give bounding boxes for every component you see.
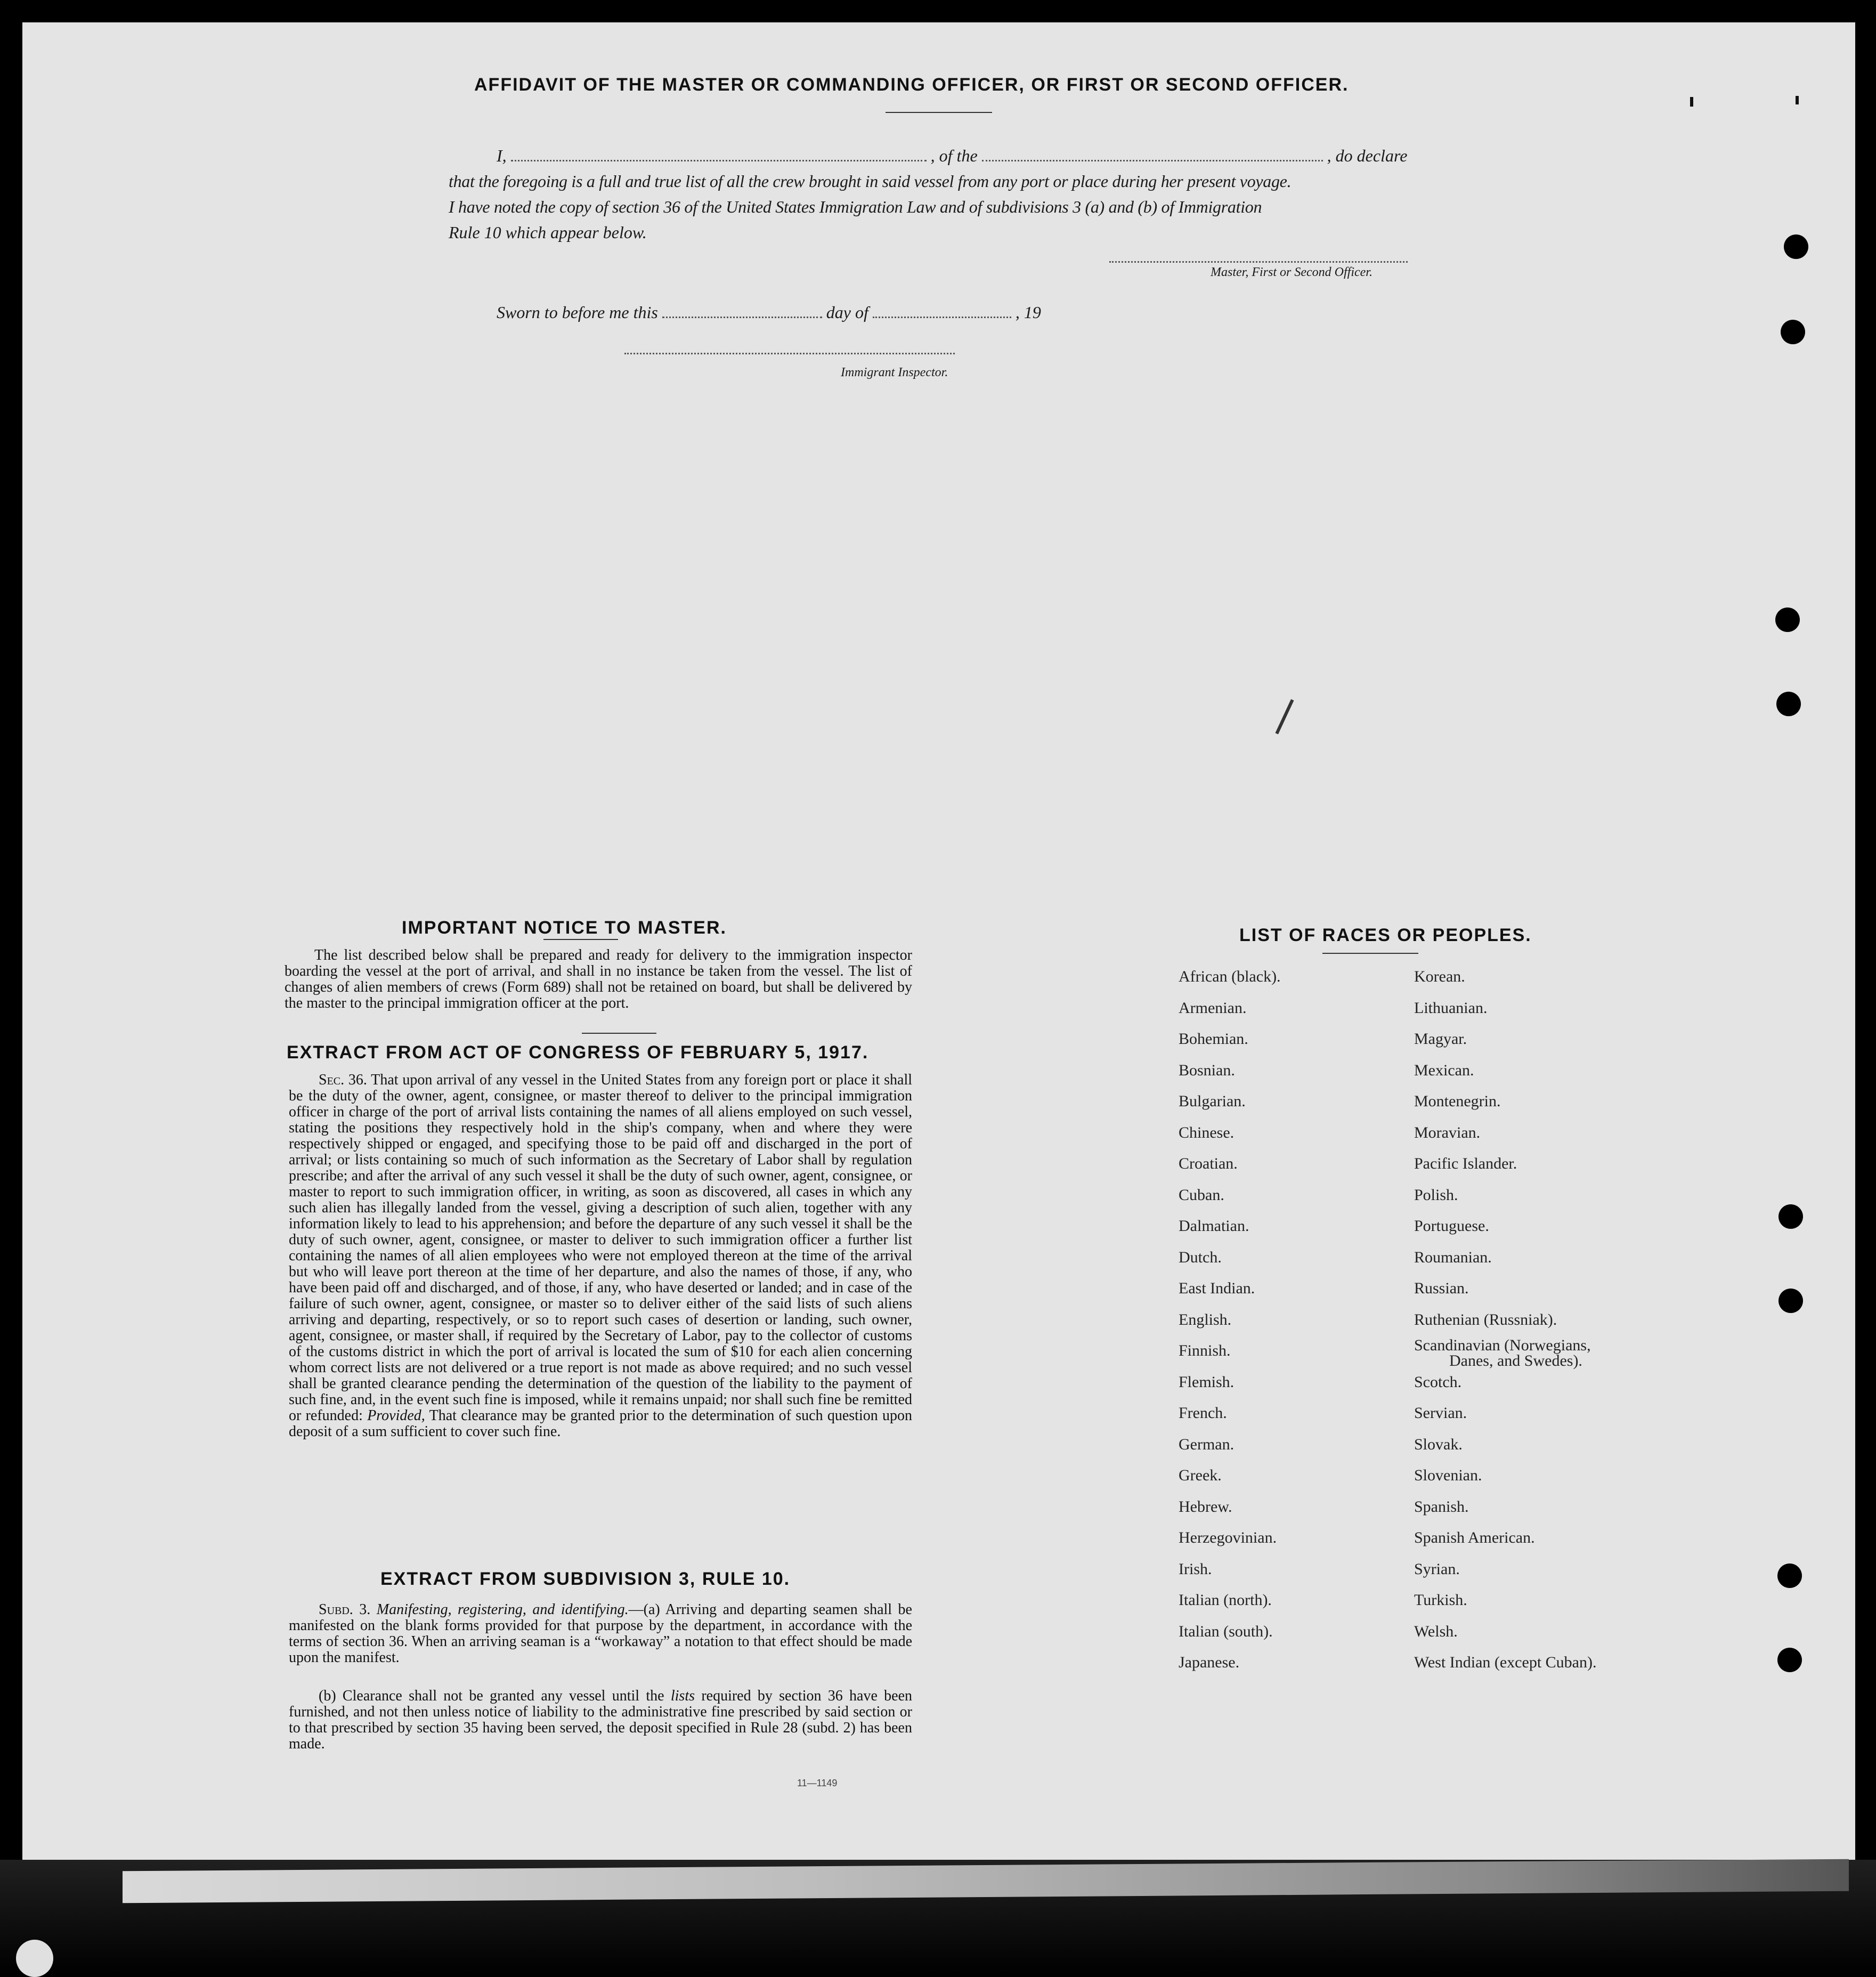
race-item: Roumanian.	[1414, 1248, 1492, 1266]
race-item: Bulgarian.	[1179, 1092, 1246, 1110]
year-text: , 19	[1015, 303, 1041, 322]
signature-caption: Master, First or Second Officer.	[1211, 265, 1373, 279]
race-item: Polish.	[1414, 1186, 1458, 1204]
race-item: Finnish.	[1179, 1342, 1231, 1359]
affidavit-declare: , do declare	[1327, 146, 1408, 165]
act-sec-label: Sec. 36.	[319, 1072, 367, 1088]
rule-subd-label: Subd. 3.	[319, 1601, 371, 1618]
race-item: Dalmatian.	[1179, 1217, 1249, 1235]
rule-subd-heading: Manifesting, registering, and identifying.	[376, 1601, 629, 1618]
race-item: German.	[1179, 1435, 1235, 1453]
races-title: LIST OF RACES OR PEOPLES.	[1239, 925, 1532, 945]
inspector-blank	[624, 353, 955, 354]
race-item: Spanish.	[1414, 1497, 1469, 1516]
race-item: English.	[1179, 1310, 1232, 1328]
day-of-text: day of	[826, 303, 868, 322]
race-item: Lithuanian.	[1414, 999, 1488, 1017]
race-item: Irish.	[1179, 1560, 1212, 1578]
ink-mark	[1275, 699, 1294, 734]
ink-mark	[1796, 96, 1799, 104]
notice-text: The list described below shall be prepared and ready for delivery to the immigration inspector boarding the vessel at the port of arrival, and shall in no instance be taken from the vessel. The list of changes of alien members of crews (Form 689) shall not be retained on board, but shall be delivered by the master to the principal immigration officer at the port.	[285, 947, 912, 1011]
race-item: Chinese.	[1179, 1123, 1235, 1141]
race-item: Syrian.	[1414, 1560, 1460, 1578]
inspector-caption: Immigrant Inspector.	[841, 366, 948, 379]
rule-para-b-start: (b) Clearance shall not be granted any vessel until the	[319, 1688, 664, 1704]
race-item: Herzegovinian.	[1179, 1529, 1277, 1546]
race-item: Greek.	[1179, 1466, 1222, 1484]
ink-mark	[1690, 97, 1693, 107]
rule-para-b-lists: lists	[670, 1688, 695, 1704]
race-item: Turkish.	[1414, 1591, 1467, 1609]
title-underline	[886, 112, 992, 113]
rule-title: EXTRACT FROM SUBDIVISION 3, RULE 10.	[380, 1569, 791, 1589]
punch-hole	[1777, 1563, 1802, 1588]
races-underline	[1322, 953, 1418, 954]
rule-para-b	[289, 1688, 912, 1752]
race-scandinavian-cont: Danes, and Swedes).	[1449, 1352, 1582, 1370]
race-item: Magyar.	[1414, 1030, 1467, 1048]
race-item: Hebrew.	[1179, 1497, 1232, 1516]
notice-rule	[582, 1033, 656, 1034]
act-provided: Provided,	[367, 1407, 425, 1424]
sworn-line	[497, 303, 1041, 322]
day-blank	[662, 317, 822, 318]
punch-hole	[1778, 1289, 1803, 1313]
rule-para-b-end: required by section 36 have been furnished, and not then unless notice of liability to the administrative fine prescribed by said section or to that prescribed by section 35 having been served, the deposit specified in Rule 28 (subd. 2) has been made.	[289, 1688, 913, 1752]
race-item: Flemish.	[1179, 1373, 1235, 1391]
race-item	[1414, 1338, 1596, 1369]
sworn-text: Sworn to before me this	[497, 303, 658, 322]
race-item: West Indian (except Cuban).	[1414, 1654, 1597, 1671]
race-item: Armenian.	[1179, 999, 1247, 1017]
month-blank	[873, 317, 1011, 318]
act-body-end: That clearance may be granted prior to the determination of such question upon deposit of a sum sufficient to cover such fine.	[289, 1407, 913, 1440]
race-scandinavian: Scandinavian (Norwegians,	[1414, 1336, 1591, 1354]
signature-blank	[1109, 261, 1408, 263]
affidavit-title: AFFIDAVIT OF THE MASTER OR COMMANDING OFFICER, OR FIRST OR SECOND OFFICER.	[474, 75, 1349, 95]
punch-hole	[1784, 234, 1808, 259]
punch-hole	[1775, 607, 1800, 632]
affidavit-line2: that the foregoing is a full and true list of all the crew brought in said vessel from any port or place during her present voyage.	[449, 172, 1292, 191]
notice-underline	[543, 939, 618, 940]
race-item: Pacific Islander.	[1414, 1155, 1517, 1172]
act-text	[289, 1072, 912, 1440]
punch-hole	[1781, 320, 1805, 344]
race-item: Croatian.	[1179, 1155, 1238, 1172]
corner-mark	[16, 1940, 53, 1977]
race-item: East Indian.	[1179, 1279, 1255, 1297]
race-item: Cuban.	[1179, 1186, 1224, 1204]
act-body: That upon arrival of any vessel in the United States from any foreign port or place it shall be the duty of the owner, agent, consignee, or master thereof to deliver to the principal immigration officer in charge of the port of arrival lists containing the names of all aliens employed on such vessel, stating the positions they respectively hold in the ship's company, when and where they were respectively shipped or engaged, and specifying those to be paid off and discharged in the port of arrival; or lists containing so much of such information as the Secretary of Labor shall by regulation prescribe; and after the arrival of any such vessel it shall be the duty of such owner, agent, consignee, or master to report to such immigration officer, in writing, as soon as discovered, all cases in which any such alien has illegally landed from the vessel, giving a description of such alien, together with any information likely to lead to his apprehension; and before the departure of any such vessel it shall be the duty of such owner, agent, consignee, or master to deliver to such immigration officer a further list containing the names of all alien employees who were not employed thereon at the time of the arrival but who will leave port thereon at the time of her departure, and also the names of those, if any, who have been paid off and discharged, and of those, if any, who have deserted or landed; and in case of the failure of such owner, agent, consignee, or master so to deliver either of the said lists of such aliens arriving and departing, respectively, or so to report such cases of desertion or landing, such owner, agent, consignee, or master shall, if required by the Secretary of Labor, pay to the collector of customs of the customs district in which the port of arrival is located the sum of $10 for each alien concerning whom correct lists are not delivered or a true report is not made as above required; and no such vessel shall be granted clearance pending the determination of the question of the liability to the payment of such fine, and, in the event such fine is imposed, while it remains unpaid; nor shall such fine be remitted or refunded:	[289, 1072, 912, 1424]
race-item: Korean.	[1414, 968, 1465, 985]
vessel-blank	[982, 160, 1323, 161]
affidavit-line3: I have noted the copy of section 36 of the United States Immigration Law and of subdivisions 3 (a) and (b) of Immigration	[449, 197, 1262, 216]
affidavit-line1	[497, 146, 1407, 166]
rule-para-a-text: —(a) Arriving and departing seamen shall be manifested on the blank forms provided for that purpose by the department, in accordance with the terms of section 36. When an arriving seaman is a “workaway” a notation to that effect should be made upon the manifest.	[289, 1601, 912, 1666]
race-item: French.	[1179, 1404, 1227, 1422]
race-item: Bosnian.	[1179, 1061, 1235, 1079]
race-item: Servian.	[1414, 1404, 1467, 1422]
race-item: Bohemian.	[1179, 1030, 1248, 1048]
punch-hole	[1778, 1204, 1803, 1229]
race-item: African (black).	[1179, 968, 1281, 985]
race-item: Mexican.	[1414, 1061, 1474, 1079]
notice-title: IMPORTANT NOTICE TO MASTER.	[402, 918, 727, 938]
race-item: Montenegrin.	[1414, 1092, 1501, 1110]
punch-hole	[1776, 692, 1801, 716]
punch-hole	[1777, 1648, 1802, 1672]
act-title: EXTRACT FROM ACT OF CONGRESS OF FEBRUARY 5, 1917.	[287, 1042, 869, 1063]
races-right-column	[1414, 968, 1596, 1685]
race-item: Slovenian.	[1414, 1466, 1482, 1484]
race-item: Spanish American.	[1414, 1529, 1535, 1546]
race-item: Slovak.	[1414, 1435, 1463, 1453]
race-item: Italian (south).	[1179, 1622, 1273, 1640]
race-item: Portuguese.	[1414, 1217, 1489, 1235]
form-number: 11—1149	[797, 1778, 838, 1788]
name-blank	[511, 160, 927, 161]
affidavit-line4: Rule 10 which appear below.	[449, 223, 647, 242]
race-item: Moravian.	[1414, 1123, 1481, 1141]
race-item: Italian (north).	[1179, 1591, 1272, 1609]
race-item: Welsh.	[1414, 1622, 1458, 1640]
race-item: Japanese.	[1179, 1654, 1240, 1671]
rule-para-a	[289, 1602, 912, 1666]
affidavit-of-the: , of the	[930, 146, 978, 165]
document-page	[22, 22, 1855, 1871]
races-left-column	[1179, 968, 1281, 1685]
race-item: Scotch.	[1414, 1373, 1462, 1391]
race-item: Ruthenian (Russniak).	[1414, 1310, 1557, 1328]
race-item: Dutch.	[1179, 1248, 1222, 1266]
race-item: Russian.	[1414, 1279, 1469, 1297]
affidavit-i: I,	[497, 146, 507, 165]
